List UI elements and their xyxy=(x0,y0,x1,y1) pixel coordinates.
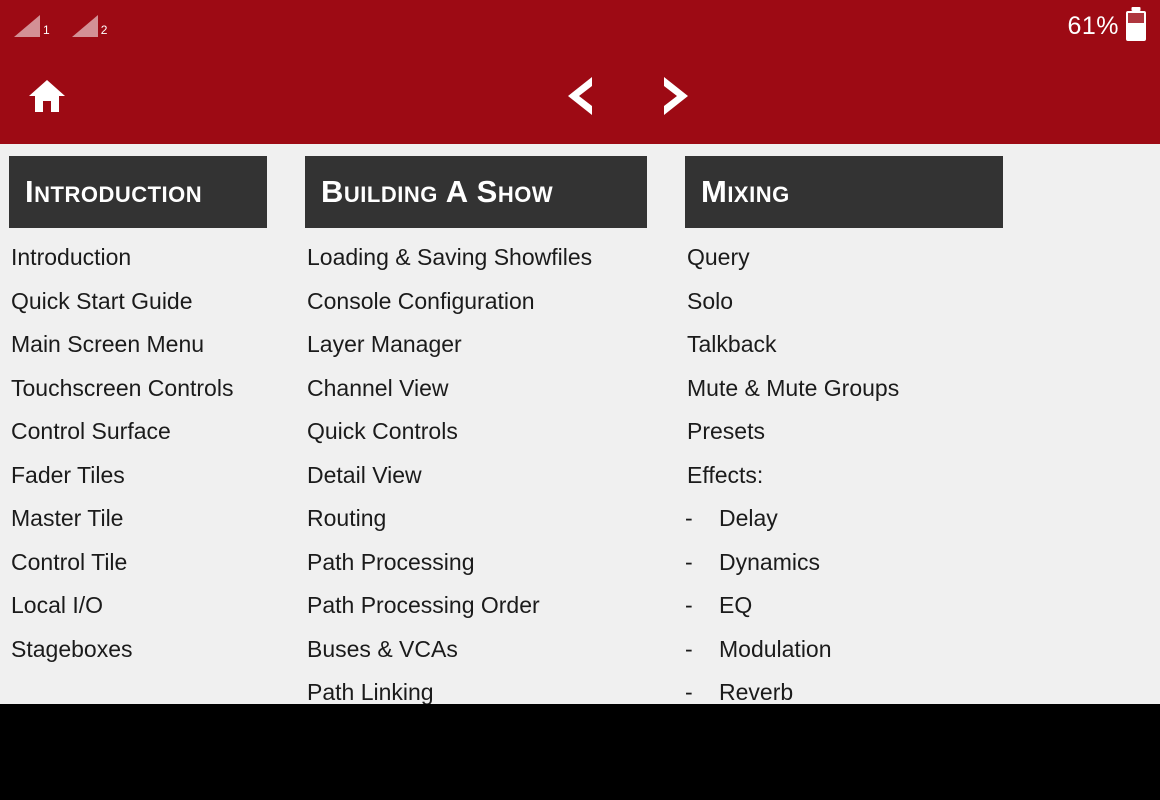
bottom-system-bar xyxy=(0,704,1160,800)
column-mixing xyxy=(676,144,1146,704)
column-header xyxy=(685,156,1003,228)
signal-indicator-1 xyxy=(14,15,50,37)
signal-slot-label: 1 xyxy=(43,23,50,37)
topic-link[interactable]: Routing xyxy=(307,505,387,531)
sublink-dash: - xyxy=(685,679,693,704)
battery-percent-label: 61% xyxy=(1067,11,1119,40)
topic-link[interactable]: Control Tile xyxy=(11,548,128,575)
topic-link[interactable]: Control Surface xyxy=(11,418,171,444)
topic-link[interactable]: Solo xyxy=(687,287,734,314)
topic-link[interactable]: Path Linking xyxy=(307,679,434,704)
topic-link[interactable]: Loading & Saving Showfiles xyxy=(307,244,593,270)
topic-link[interactable]: Path Processing xyxy=(307,548,475,575)
status-bar xyxy=(0,0,1160,52)
sublink-label: Delay xyxy=(719,505,778,531)
sublink-label: Reverb xyxy=(719,679,794,704)
next-button[interactable] xyxy=(654,72,696,124)
signal-indicators xyxy=(14,15,107,37)
home-button[interactable] xyxy=(14,65,80,131)
sublink-dash: - xyxy=(685,635,693,662)
sublink-label: Modulation xyxy=(719,635,832,662)
battery-status xyxy=(1067,11,1146,41)
signal-indicator-2 xyxy=(72,15,108,37)
signal-bars-icon xyxy=(72,15,98,37)
column-title: Mixing xyxy=(701,174,790,209)
column-header xyxy=(9,156,267,228)
sublink-dash: - xyxy=(685,505,693,531)
topic-link[interactable]: Fader Tiles xyxy=(11,461,125,488)
navigation-arrows xyxy=(560,52,696,144)
topic-link[interactable]: Stageboxes xyxy=(11,635,133,662)
topic-link[interactable]: Console Configuration xyxy=(307,287,535,314)
column-header xyxy=(305,156,647,228)
topic-link[interactable]: Layer Manager xyxy=(307,331,462,357)
sublink-dash: - xyxy=(685,548,693,575)
battery-icon xyxy=(1126,11,1146,41)
topic-link[interactable]: Quick Controls xyxy=(307,418,458,444)
topic-link[interactable]: Introduction xyxy=(11,244,132,270)
chevron-right-icon xyxy=(660,75,690,122)
topic-link[interactable]: Buses & VCAs xyxy=(307,635,458,662)
signal-bars-icon xyxy=(14,15,40,37)
topic-link[interactable]: Local I/O xyxy=(11,592,104,618)
topic-sublink[interactable] xyxy=(685,594,1146,617)
topic-link[interactable]: Quick Start Guide xyxy=(11,287,193,314)
topic-link[interactable]: Mute & Mute Groups xyxy=(687,374,900,401)
topic-link[interactable]: Query xyxy=(687,244,750,270)
topic-link[interactable]: Detail View xyxy=(307,461,422,488)
topic-link[interactable]: Main Screen Menu xyxy=(11,331,205,357)
app-bar xyxy=(0,52,1160,144)
column-title: Building A Show xyxy=(321,174,554,209)
topic-link[interactable]: Path Processing Order xyxy=(307,592,540,618)
signal-slot-label: 2 xyxy=(100,23,108,37)
topic-sublink[interactable] xyxy=(685,548,1146,575)
topic-link[interactable]: Master Tile xyxy=(11,505,124,531)
home-icon xyxy=(27,78,67,119)
topic-group-label: Effects: xyxy=(687,461,764,488)
sublink-dash: - xyxy=(685,592,693,618)
topic-columns xyxy=(0,144,1160,704)
column-building-a-show xyxy=(296,144,676,704)
sublink-label: Dynamics xyxy=(719,548,820,575)
topic-sublink[interactable] xyxy=(685,635,1146,662)
column-title: Introduction xyxy=(25,174,203,209)
topic-sublink[interactable] xyxy=(685,507,1146,530)
column-introduction xyxy=(0,144,296,704)
previous-button[interactable] xyxy=(560,72,602,124)
sublink-label: EQ xyxy=(719,592,753,618)
topic-link[interactable]: Presets xyxy=(687,418,765,444)
topic-link[interactable]: Channel View xyxy=(307,374,449,401)
topic-sublink[interactable] xyxy=(685,681,1146,704)
topic-link[interactable]: Touchscreen Controls xyxy=(11,374,234,401)
chevron-left-icon xyxy=(566,75,596,122)
topic-link[interactable]: Talkback xyxy=(687,331,777,357)
